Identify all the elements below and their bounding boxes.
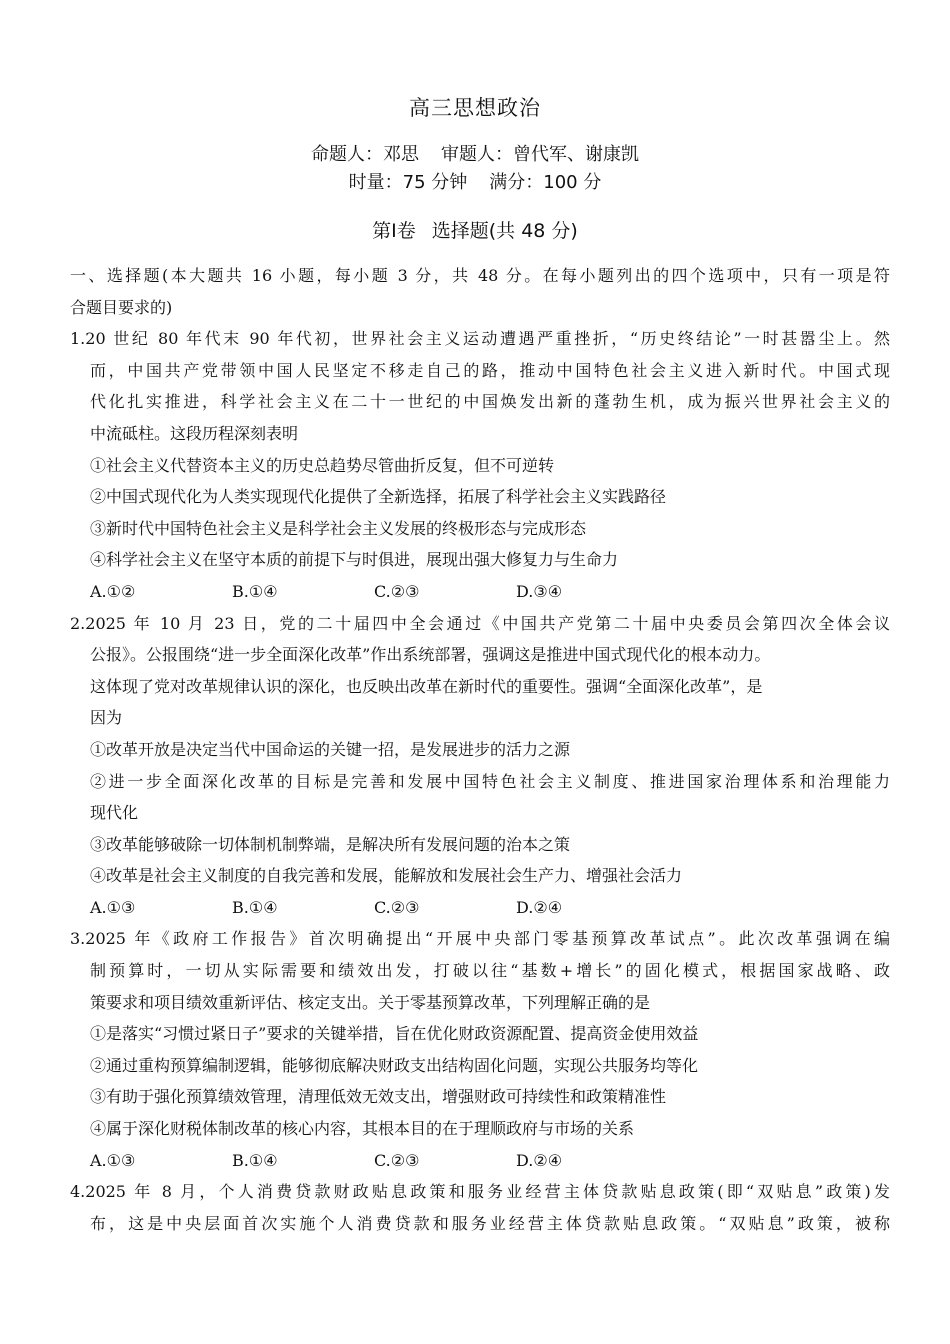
option-statement: ③改革能够破除一切体制机制弊端，是解决所有发展问题的治本之策 (90, 834, 571, 854)
choice-d: D.②④ (516, 897, 563, 917)
answer-choices (70, 576, 890, 608)
question-stem-line: 代化扎实推进，科学社会主义在二十一世纪的中国焕发出新的蓬勃生机，成为振兴世界社会主义的 (90, 392, 890, 412)
question-stem-line: 因为 (90, 708, 123, 728)
section-name: 选择题(共 48 分) (431, 220, 578, 242)
question-stem-line: 4.2025 年 8 月，个人消费贷款财政贴息政策和服务业经营主体贷款贴息政策(即“双贴息”政策)发 (70, 1182, 890, 1202)
choice-a: A.①③ (90, 897, 136, 917)
option-statement: ①改革开放是决定当代中国命运的关键一招，是发展进步的活力之源 (90, 739, 571, 759)
question-4 (70, 1176, 890, 1239)
exam-title: 高三思想政治 (409, 96, 541, 120)
option-statement: 现代化 (90, 803, 139, 823)
question-stem-line: 布，这是中央层面首次实施个人消费贷款和服务业经营主体贷款贴息政策。“双贴息”政策，被称 (90, 1213, 890, 1233)
option-statement: ④改革是社会主义制度的自我完善和发展，能解放和发展社会生产力、增强社会活力 (90, 866, 683, 886)
time-score-line (0, 168, 950, 194)
choice-a: A.①② (90, 581, 136, 601)
choice-c: C.②③ (374, 581, 420, 601)
choice-d: D.③④ (516, 581, 563, 601)
option-statement: ②中国式现代化为人类实现现代化提供了全新选择，拓展了科学社会主义实践路径 (90, 487, 667, 507)
choice-b: B.①④ (232, 1150, 278, 1170)
instruction-line: 合题目要求的) (70, 297, 173, 317)
question-body (70, 260, 890, 1239)
instruction-line: 一、选择题(本大题共 16 小题，每小题 3 分，共 48 分。在每小题列出的四个选项中，只有一项是符 (70, 266, 890, 285)
option-statement: ②进一步全面深化改革的目标是完善和发展中国特色社会主义制度、推进国家治理体系和治理能力 (90, 771, 890, 791)
choice-b: B.①④ (232, 581, 278, 601)
option-statement: ②通过重构预算编制逻辑，能够彻底解决财政支出结构固化问题，实现公共服务均等化 (90, 1055, 699, 1075)
choice-c: C.②③ (374, 1150, 420, 1170)
question-stem-line: 这体现了党对改革规律认识的深化，也反映出改革在新时代的重要性。强调“全面深化改革”，是 (90, 676, 763, 696)
option-statement: ③新时代中国特色社会主义是科学社会主义发展的终极形态与完成形态 (90, 518, 587, 538)
option-statement: ④科学社会主义在坚守本质的前提下与时俱进，展现出强大修复力与生命力 (90, 550, 619, 570)
question-stem-line: 公报》。公报围绕“进一步全面深化改革”作出系统部署，强调这是推进中国式现代化的根本动力。 (90, 645, 771, 665)
choice-d: D.②④ (516, 1150, 563, 1170)
question-stem-line: 3.2025 年《政府工作报告》首次明确提出“开展中央部门零基预算改革试点”。此次改革强调在编 (70, 929, 890, 949)
question-stem-line: 1.20 世纪 80 年代末 90 年代初，世界社会主义运动遭遇严重挫折，“历史终结论”一时甚嚣尘上。然 (70, 329, 890, 349)
option-statement: ③有助于强化预算绩效管理，清理低效无效支出，增强财政可持续性和政策精准性 (90, 1087, 667, 1107)
question-stem-line: 而，中国共产党带领中国人民坚定不移走自己的路，推动中国特色社会主义进入新时代。中国式现 (90, 360, 890, 380)
question-2 (70, 608, 890, 924)
question-stem-line: 策要求和项目绩效重新评估、核定支出。关于零基预算改革，下列理解正确的是 (90, 992, 651, 1012)
choice-b: B.①④ (232, 897, 278, 917)
answer-choices (70, 1145, 890, 1177)
question-3 (70, 923, 890, 1176)
option-statement: ①是落实“习惯过紧日子”要求的关键举措，旨在优化财政资源配置、提高资金使用效益 (90, 1024, 699, 1044)
question-stem-line: 中流砥柱。这段历程深刻表明 (90, 423, 299, 443)
section-heading (0, 216, 950, 243)
reviewer: 审题人：曾代军、谢康凯 (441, 144, 639, 165)
full-score: 满分：100 分 (489, 172, 602, 193)
choice-c: C.②③ (374, 897, 420, 917)
question-stem-line: 制预算时，一切从实际需要和绩效出发，打破以往“基数+增长”的固化模式，根据国家战略、政 (90, 961, 890, 981)
choice-a: A.①③ (90, 1150, 136, 1170)
section-volume: 第Ⅰ卷 (372, 220, 416, 242)
question-stem-line: 2.2025 年 10 月 23 日，党的二十届四中全会通过《中国共产党第二十届中央委员会第四次全体会议 (70, 613, 890, 633)
answer-choices (70, 892, 890, 924)
question-1 (70, 323, 890, 607)
option-statement: ④属于深化财税体制改革的核心内容，其根本目的在于理顺政府与市场的关系 (90, 1119, 635, 1139)
time-limit: 时量：75 分钟 (348, 172, 468, 193)
setter: 命题人：邓思 (311, 144, 419, 165)
author-line (0, 140, 950, 166)
option-statement: ①社会主义代替资本主义的历史总趋势尽管曲折反复，但不可逆转 (90, 455, 555, 475)
